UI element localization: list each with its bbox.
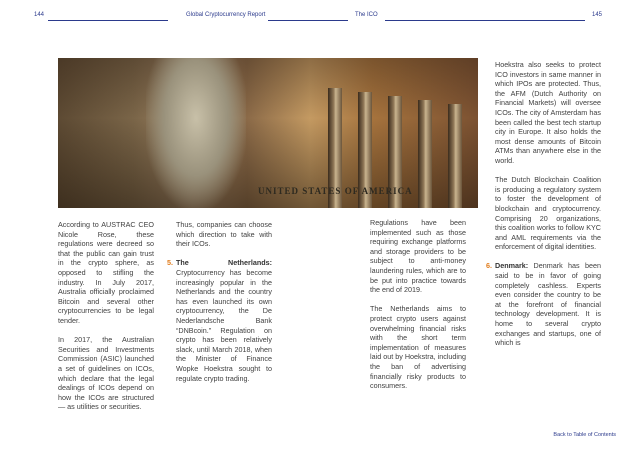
paragraph: The Dutch Blockchain Coalition is producing a regulatory system to foster the development of blockchain and cryptocurrency. Comprising 20 organizations, this coalition works to follow KYC and AML requirements via the enforcement of digital identities. bbox=[495, 175, 601, 252]
banknote-inscription: UNITED STATES OF AMERICA bbox=[258, 186, 413, 196]
list-item-title: Denmark: bbox=[495, 261, 529, 271]
list-number: 6. bbox=[486, 261, 492, 271]
page-number-right: 145 bbox=[592, 12, 603, 18]
paragraph: The Netherlands aims to protect crypto users against overwhelming financial risks with the short term implementation of measures laid out by Hoekstra, including the ban of advertising financially risky products to consumers. bbox=[370, 304, 466, 391]
paragraph: Regulations have been implemented such as those requiring exchange platforms and storage providers to be subject to anti-money laundering rules, which are to be put into practice towards the end of 2019. bbox=[370, 218, 466, 295]
back-to-toc-link[interactable]: Back to Table of Contents bbox=[553, 432, 616, 438]
list-item-text: Denmark has been said to be in favor of going completely cashless. Experts even consider the country to be at the forefront of financial technology development. It is home to several crypto exchanges and startups, one of which is bbox=[495, 261, 601, 348]
text-column-2 bbox=[167, 220, 272, 383]
header-rule-right bbox=[385, 20, 585, 21]
paragraph: In 2017, the Australian Securities and Investments Commission (ASIC) launched a set of guidelines on ICOs, which declare that the legal dealings of ICOs depend on how the ICOs are structured — as utilities or securities. bbox=[58, 335, 154, 412]
text-column-1 bbox=[58, 220, 154, 421]
page-number-left: 144 bbox=[34, 12, 45, 18]
banknote-columns-photo bbox=[58, 58, 478, 208]
text-column-3 bbox=[370, 218, 466, 400]
list-item-text: Cryptocurrency has become increasingly popular in the Netherlands and the country has even launched its own cryptocurrency, the De Nederlandsche Bank “DNBcoin.” Regulation on crypto has been relatively slack, until March 2018, when the Minister of Finance Wopke Hoekstra sought to regulate crypto trading. bbox=[176, 267, 272, 383]
column-4 bbox=[418, 100, 432, 208]
text-column-4 bbox=[486, 60, 601, 348]
list-number: 5. bbox=[167, 258, 173, 268]
list-item-denmark bbox=[486, 261, 601, 348]
portrait-engraving bbox=[146, 58, 246, 208]
header-rule-left bbox=[48, 20, 168, 21]
report-title: Global Cryptocurrency Report bbox=[186, 12, 266, 18]
header-rule-center bbox=[268, 20, 348, 21]
paragraph: Hoekstra also seeks to protect ICO investors in same manner in which IPOs are protected. Thus, the AFM (Dutch Authority on Financial Markets) will oversee ICOs. The city of Amsterdam has been called the best tech startup city in Europe. It also holds the most dense amounts of Bitcoin ATMs than anywhere else in the world. bbox=[495, 60, 601, 165]
list-item-netherlands bbox=[167, 258, 272, 383]
column-5 bbox=[448, 104, 462, 208]
paragraph: According to AUSTRAC CEO Nicole Rose, these regulations were decreed so that the public can gain trust in the crypto sphere, as opposed to stifling the industry. In July 2017, Australia officially proclaimed Bitcoin and several other cryptocurrencies to be legal tender. bbox=[58, 220, 154, 325]
paragraph: Thus, companies can choose which direction to take with their ICOs. bbox=[176, 220, 272, 249]
list-item-title: The Netherlands: bbox=[176, 258, 272, 268]
section-title: The ICO bbox=[355, 12, 378, 18]
